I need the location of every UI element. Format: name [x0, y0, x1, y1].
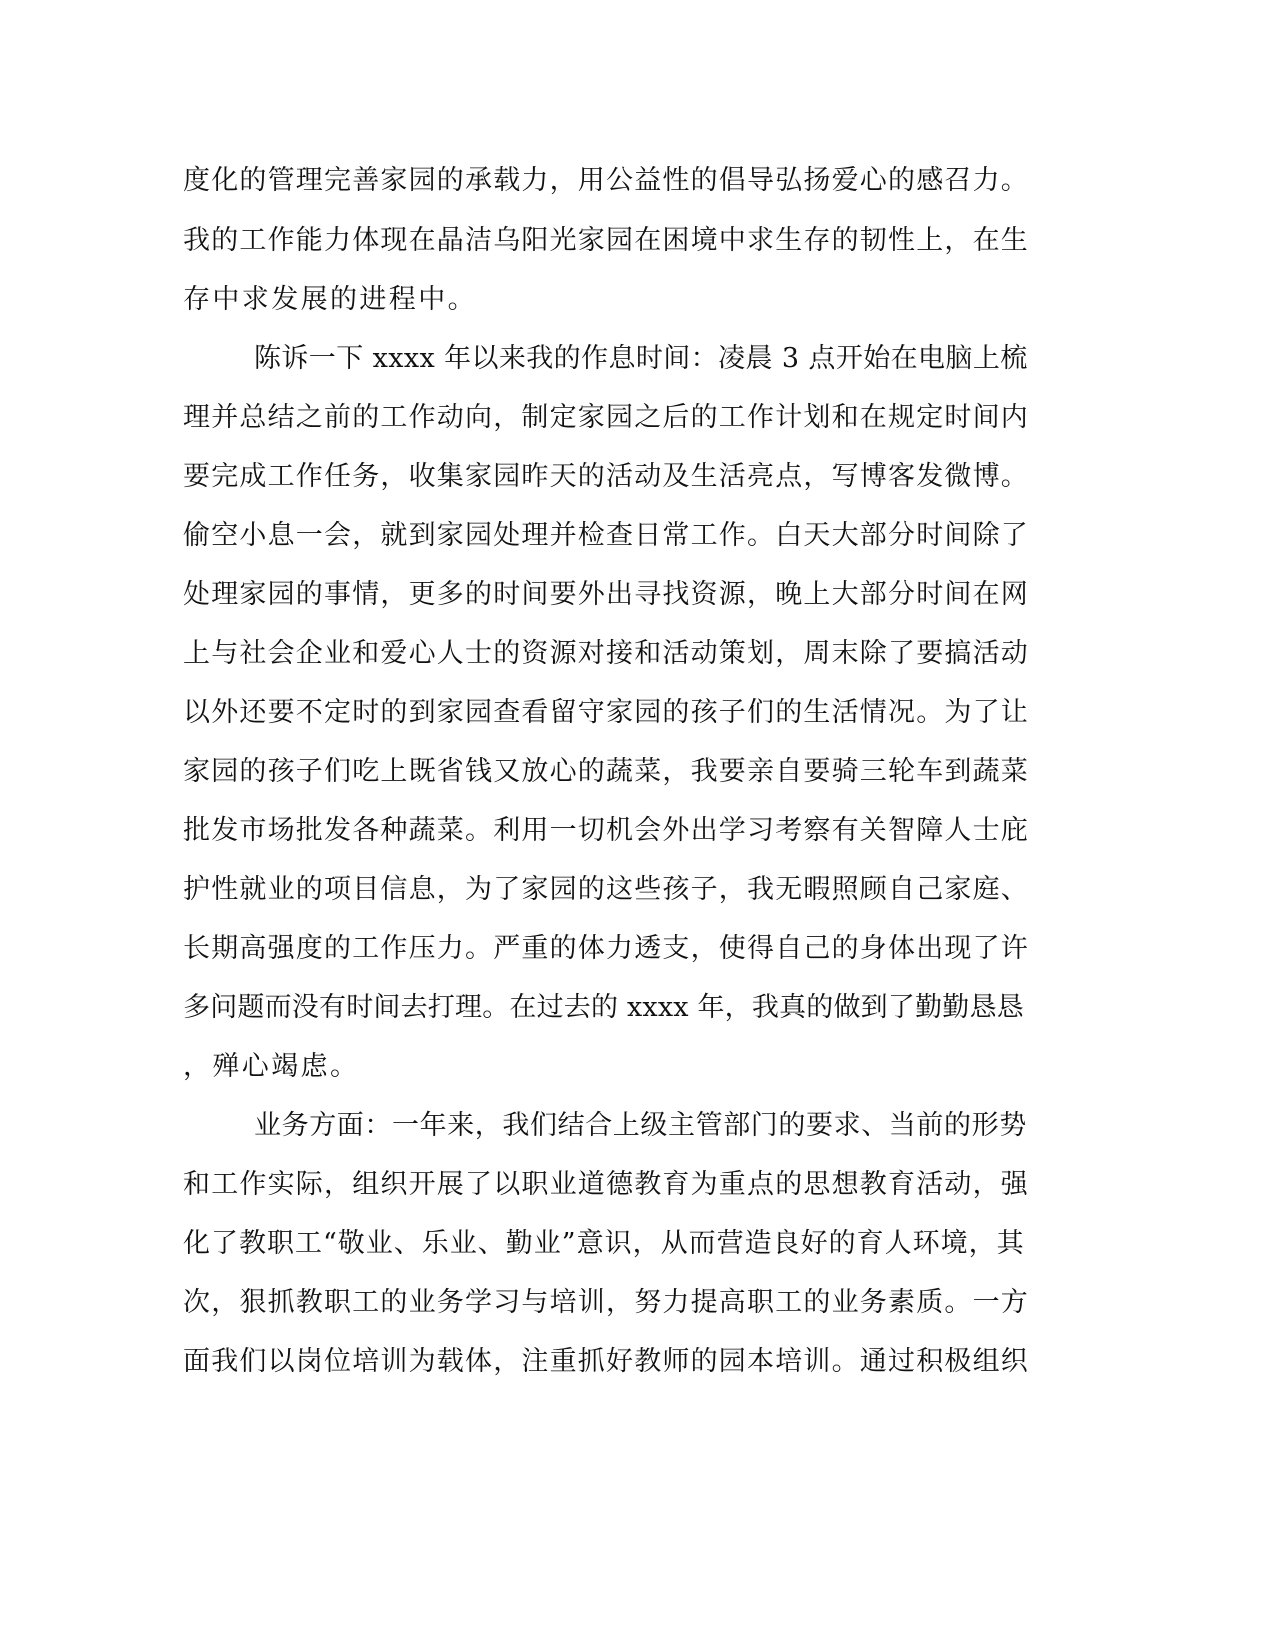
text-line: 以外还要不定时的到家园查看留守家园的孩子们的生活情况。为了让: [183, 697, 1029, 728]
text-line: 化了教职工“敬业、乐业、勤业”意识，从而营造良好的育人环境，其: [183, 1228, 1025, 1259]
text-line: 长期高强度的工作压力。严重的体力透支，使得自己的身体出现了许: [183, 933, 1029, 964]
text-line: 度化的管理完善家园的承载力，用公益性的倡导弘扬爱心的感召力。: [183, 165, 1029, 196]
text-line: 存中求发展的进程中。: [183, 284, 477, 315]
text-line: 次，狠抓教职工的业务学习与培训，努力提高职工的业务素质。一方: [183, 1287, 1029, 1318]
text-line: 要完成工作任务，收集家园昨天的活动及生活亮点，写博客发微博。: [183, 461, 1029, 492]
text-line: 和工作实际，组织开展了以职业道德教育为重点的思想教育活动，强: [183, 1169, 1029, 1200]
text-line: 上与社会企业和爱心人士的资源对接和活动策划，周末除了要搞活动: [183, 638, 1029, 669]
text-line: 面我们以岗位培训为载体，注重抓好教师的园本培训。通过积极组织: [183, 1346, 1029, 1377]
text-line: 护性就业的项目信息，为了家园的这些孩子，我无暇照顾自己家庭、: [183, 874, 1029, 905]
text-line: 批发市场批发各种蔬菜。利用一切机会外出学习考察有关智障人士庇: [183, 815, 1029, 846]
paragraph-start-line: 业务方面：一年来，我们结合上级主管部门的要求、当前的形势: [254, 1110, 1027, 1141]
text-line: 处理家园的事情，更多的时间要外出寻找资源，晚上大部分时间在网: [183, 579, 1029, 610]
text-line: 理并总结之前的工作动向，制定家园之后的工作计划和在规定时间内: [183, 402, 1029, 433]
text-line: 偷空小息一会，就到家园处理并检查日常工作。白天大部分时间除了: [183, 520, 1029, 551]
paragraph-start-line: 陈诉一下 xxxx 年以来我的作息时间：凌晨 3 点开始在电脑上梳: [254, 343, 1028, 374]
text-line: 多问题而没有时间去打理。在过去的 xxxx 年，我真的做到了勤勤恳恳: [183, 992, 1024, 1023]
text-line: 家园的孩子们吃上既省钱又放心的蔬菜，我要亲自要骑三轮车到蔬菜: [183, 756, 1029, 787]
text-line: 我的工作能力体现在晶洁乌阳光家园在困境中求生存的韧性上，在生: [183, 225, 1029, 256]
text-line: ，殚心竭虑。: [183, 1051, 360, 1082]
